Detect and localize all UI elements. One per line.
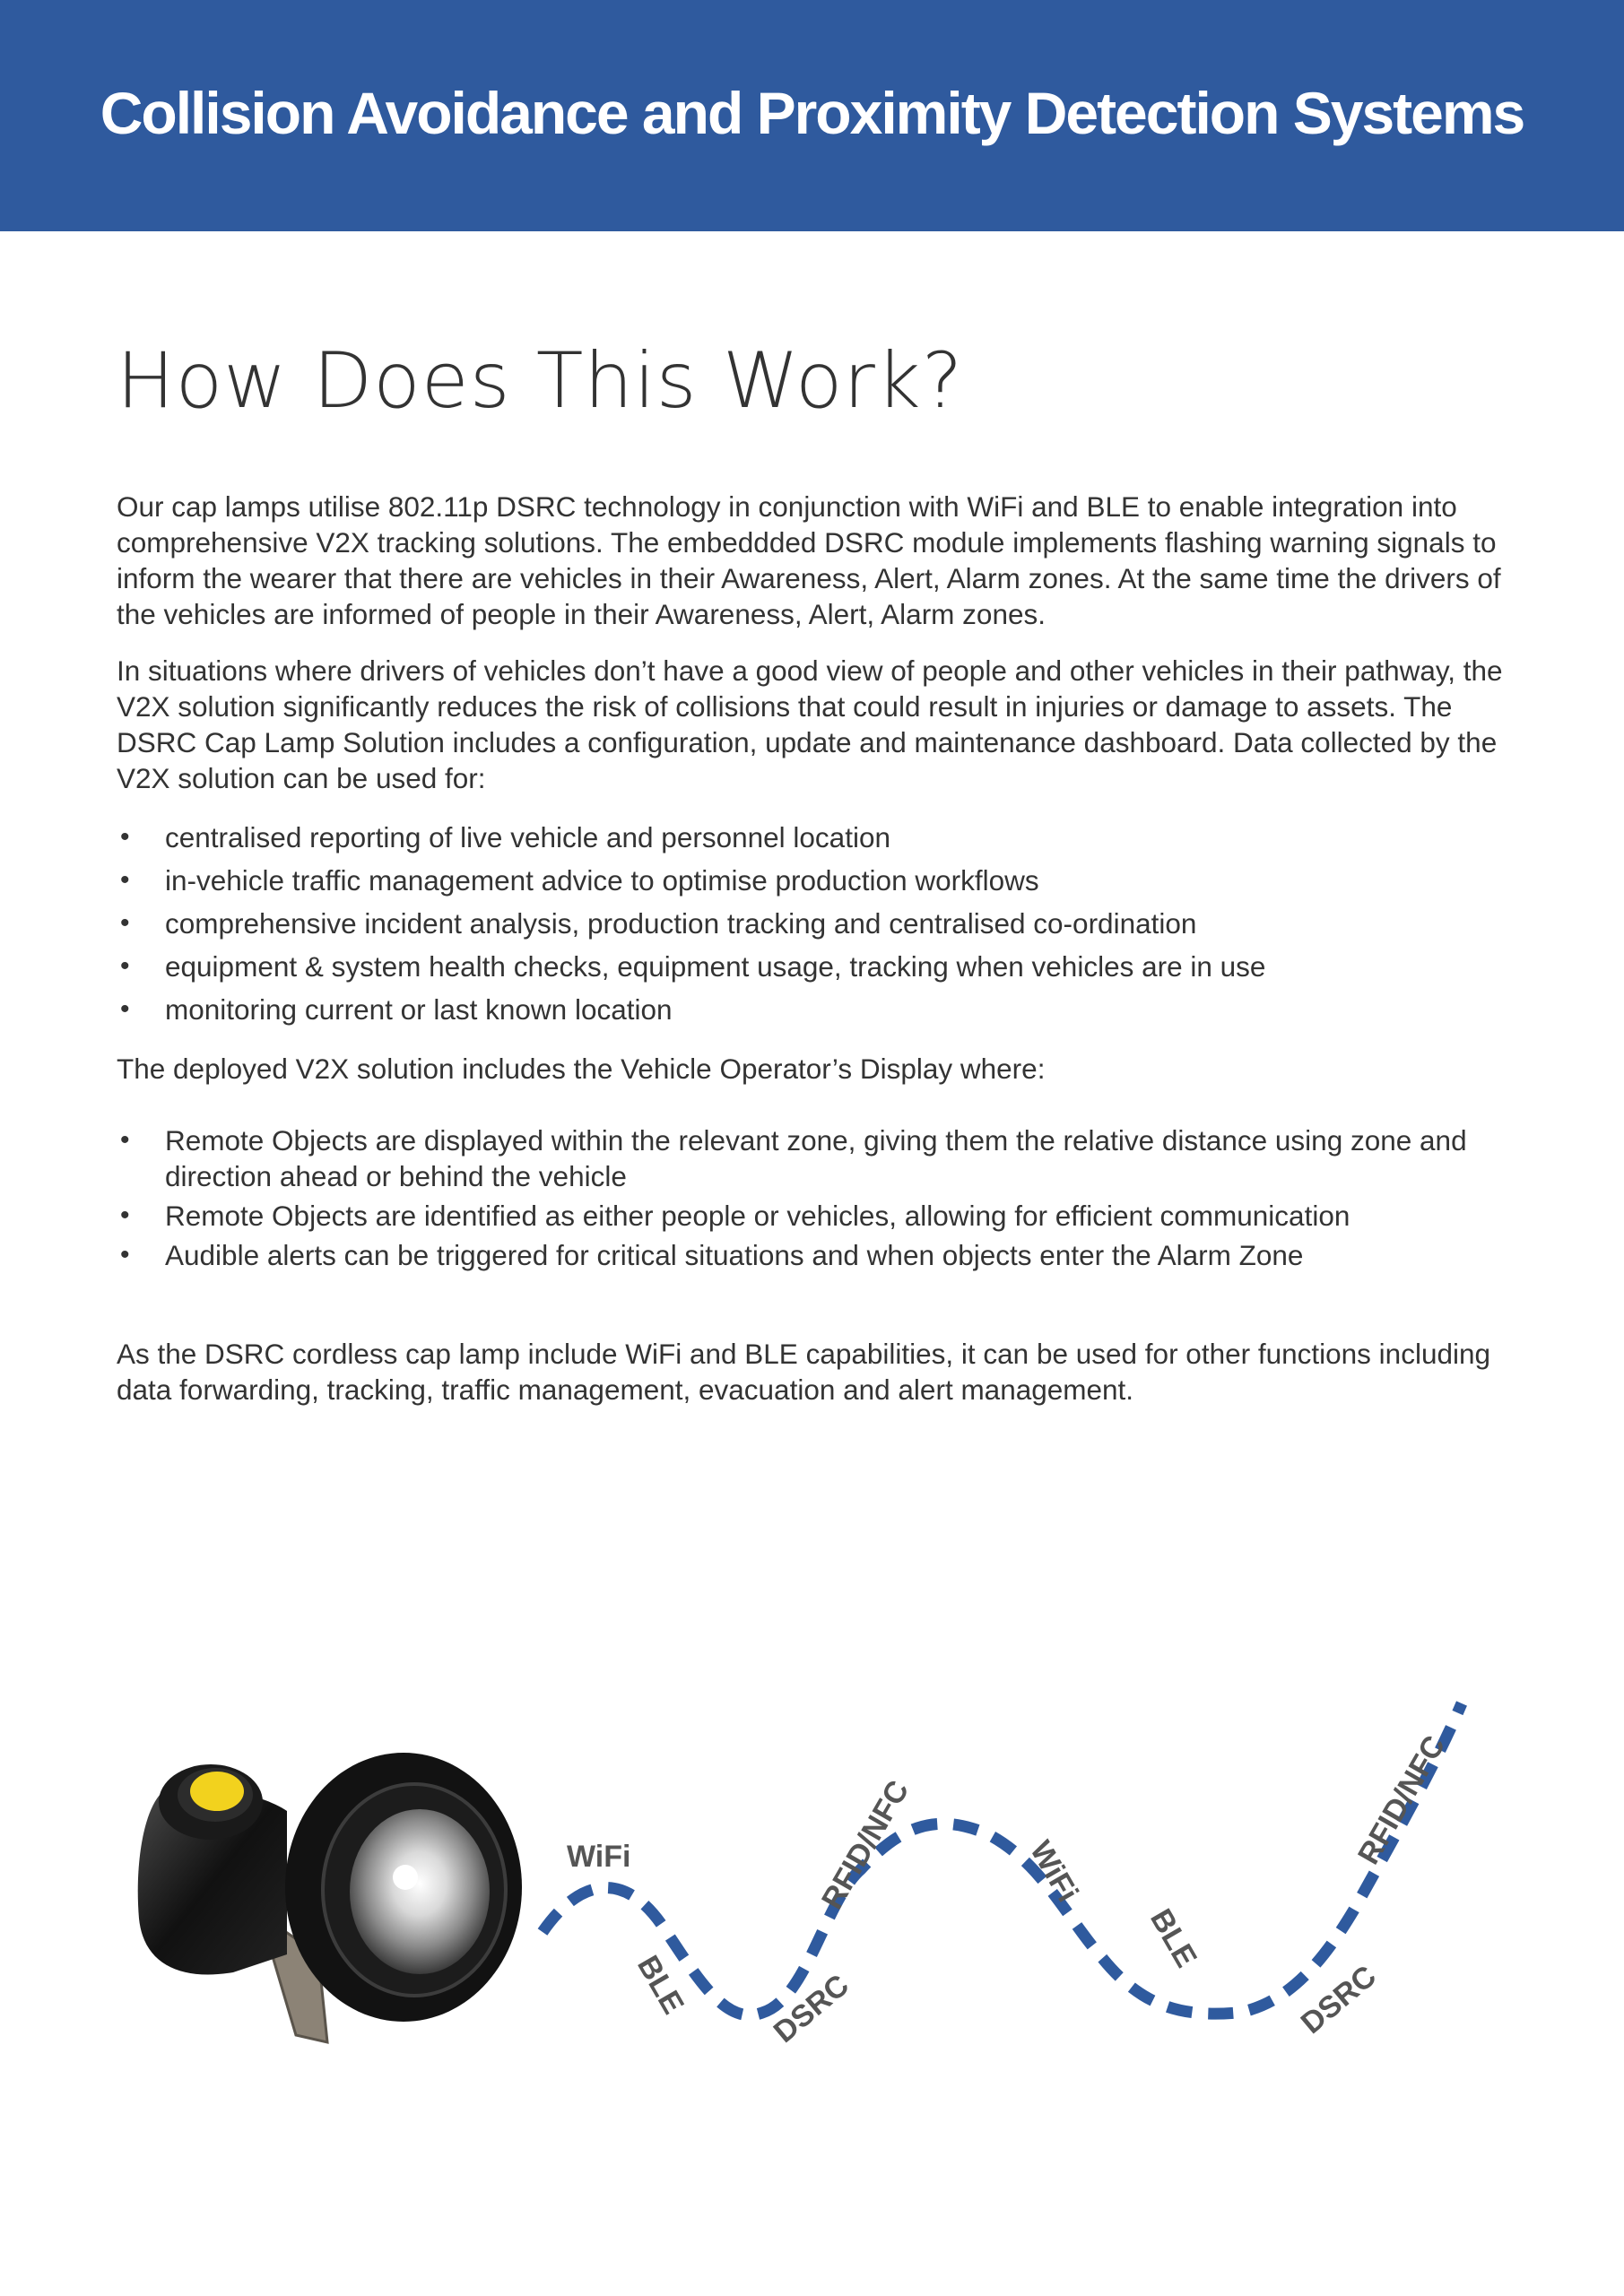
list-item: • centralised reporting of live vehicle and personnel location [120,821,890,853]
header-banner [0,0,1624,231]
bullet-icon: • [120,1125,130,1155]
bullet-icon: • [120,994,130,1024]
bullet-icon: • [120,865,130,895]
bullet-icon: • [120,908,130,938]
cap-lamp-icon [138,1753,522,2042]
bullet-icon: • [120,822,130,852]
page-title: Collision Avoidance and Proximity Detection Systems [100,80,1524,146]
list-item: • Remote Objects are displayed within the relevant zone, giving them the relative distance using zone and direction ahead or behind the vehicle [120,1124,1467,1192]
display-intro-paragraph: The deployed V2X solution includes the Vehicle Operator’s Display where: [117,1053,1046,1085]
wave-label-dsrc-2: DSRC [1294,1959,1383,2041]
wave-label-dsrc: DSRC [767,1968,855,2050]
signal-wave-line [543,1703,1462,2015]
situations-paragraph: In situations where drivers of vehicles don’t have a good view of people and other vehicles in their pathway, the V2X solution significantly reduces the risk of collisions that could result in injuries or damage to assets. The DSRC Cap Lamp Solution includes a configuration, update and maintenance dashboard. Data collected by the V2X solution can be used for: [117,654,1503,794]
display-features-list [117,1122,1498,1273]
list-item: • equipment & system health checks, equipment usage, tracking when vehicles are in use [120,950,1266,983]
intro-paragraph: Our cap lamps utilise 802.11p DSRC technology in conjunction with WiFi and BLE to enable integration into comprehensive V2X tracking solutions. The embeddded DSRC module implements flashing warning signals to inform the wearer that there are vehicles in their Awareness, Alert, Alarm zones. At the same time the drivers of the vehicles are informed of people in their Awareness, Alert, Alarm zones. [117,490,1501,630]
wave-label-ble: BLE [630,1950,690,2020]
cap-lamp-wave-graphic [0,1659,1624,2107]
section-heading: How Does This Work? [117,336,964,426]
bullet-icon: • [120,1200,130,1230]
wave-label-rfid-nfc: RFID/NFC [815,1774,916,1915]
bullet-icon: • [120,951,130,981]
list-item: • monitoring current or last known location [120,993,673,1026]
data-uses-list [117,819,1515,1027]
list-item: • Remote Objects are identified as either people or vehicles, allowing for efficient communication [120,1200,1350,1232]
bullet-icon: • [120,1240,130,1269]
wave-label-ble-2: BLE [1143,1903,1203,1973]
list-item: • Audible alerts can be triggered for critical situations and when objects enter the Alarm Zone [120,1239,1304,1271]
capabilities-paragraph: As the DSRC cordless cap lamp include WiFi and BLE capabilities, it can be used for other functions including data forwarding, tracking, traffic management, evacuation and alert management. [117,1338,1491,1406]
wave-label-wifi-2: WiFi [1023,1835,1085,1908]
wave-label-rfid-nfc-2: RFID/NFC [1351,1729,1453,1870]
wave-label-wifi: WiFi [567,1840,631,1874]
list-item: • in-vehicle traffic management advice to optimise production workflows [120,864,1039,897]
list-item: • comprehensive incident analysis, production tracking and centralised co-ordination [120,907,1197,940]
